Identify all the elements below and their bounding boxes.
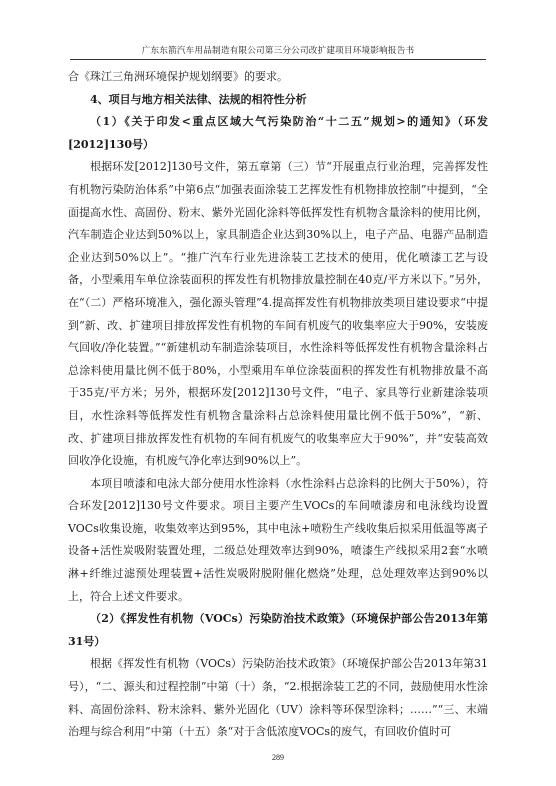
running-header: 广东东箭汽车用品制造有限公司第三分公司改扩建项目环境影响报告书	[70, 44, 486, 60]
body-paragraph-policy-1: 根据环发[2012]130号文件，第五章第（三）节“开展重点行业治理，完善挥发性有机物污染防治体系”中第6点“加强表面涂装工艺挥发性有机物排放控制”中提到，“全面提高水性、高固份、粉末、紫外光固化涂料等低挥发性有机物含量涂料的使用比例，汽车制造企业达到50%以上，家具制造企业达到30%以上，电子产品、电器产品制造企业达到50%以上”。“推广汽车行业先进涂装工艺技术的使用，优化喷漆工艺与设备，小型乘用车单位涂装面积的挥发性有机物排放量控制在40克/平方米以下。”另外，在“（二）严格环境准入，强化源头管理”4.提高挥发性有机物排放类项目建设要求“中提到“新、改、扩建项目排放挥发性有机物的车间有机废气的收集率应大于90%，安装废气回收/净化装置。”“新建机动车制造涂装项目，水性涂料等低挥发性有机物含量涂料占总涂料使用量比例不低于80%，小型乘用车单位涂装面积的挥发性有机物排放量不高于35克/平方米；另外，根据环发[2012]130号文件，“电子、家具等行业新建涂装项目，水性涂料等低挥发性有机物含量涂料占总涂料使用量比例不低于50%”，“新、改、扩建项目排放挥发性有机物的车间有机废气的收集率应大于90%”，并“安装高效回收净化设施，有机废气净化率达到90%以上”。	[68, 160, 488, 468]
subsection-heading-1: （1）《关于印发<重点区域大气污染防治“十二五”规划>的通知》（环发[2012]130号）	[68, 115, 488, 151]
paragraph-continuation: 合《珠江三角洲环境保护规划纲要》的要求。	[68, 70, 288, 83]
section-heading-4: 4、项目与地方相关法律、法规的相符性分析	[90, 92, 307, 106]
subsection-heading-2: （2）《挥发性有机物（VOCs）污染防治技术政策》（环境保护部公告2013年第31号）	[68, 612, 488, 648]
page-body	[68, 66, 488, 744]
page-number: 289	[272, 753, 284, 762]
body-paragraph-policy-2: 根据《挥发性有机物（VOCs）污染防治技术政策》（环境保护部公告2013年第31号），“二、源头和过程控制”中第（十）条，“2.根据涂装工艺的不同，鼓励使用水性涂料、高固份涂料、粉末涂料、紫外光固化（UV）涂料等环保型涂料；……”“三、末端治理与综合利用”中第（十五）条“对于含低浓度VOCs的废气，有回收价值时可	[68, 657, 488, 739]
body-paragraph-compliance-1: 本项目喷漆和电泳大部分使用水性涂料（水性涂料占总涂料的比例大于50%），符合环发[2012]130号文件要求。项目主要产生VOCs的车间喷漆房和电泳线均设置VOCs收集设施，收集效率达到95%，其中电泳+喷粉生产线收集后拟采用低温等离子设备+活性炭吸附装置处理，二级总处理效率达到90%，喷漆生产线拟采用2套“水喷淋+纤维过滤预处理装置+活性炭吸附脱附催化燃烧”处理，总处理效率达到90%以上，符合上述文件要求。	[68, 476, 488, 603]
